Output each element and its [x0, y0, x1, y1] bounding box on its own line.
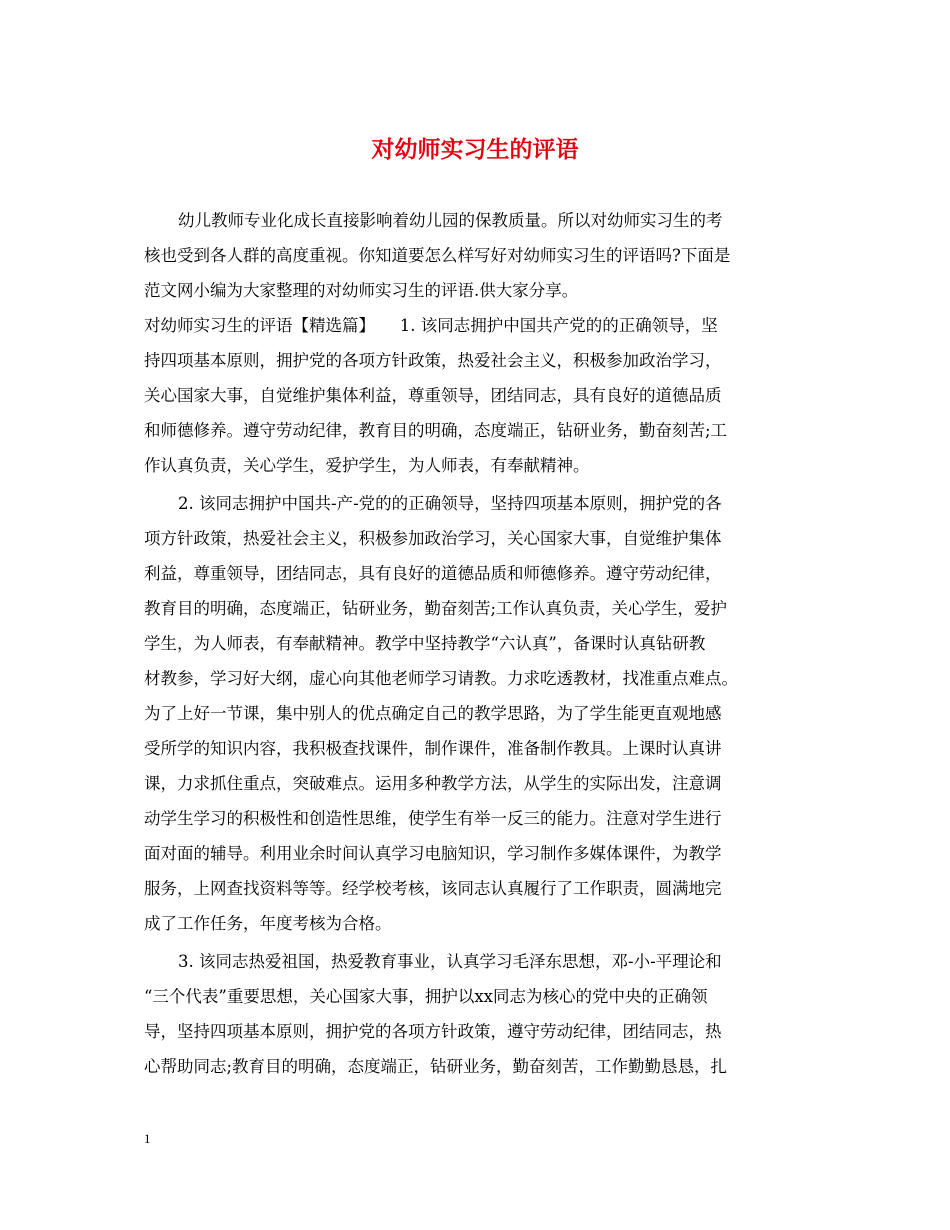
body-line: “三个代表”重要思想，关心国家大事，拥护以xx同志为核心的党中央的正确领: [144, 987, 708, 1006]
page-number: 1: [144, 1131, 151, 1146]
body-line: 项方针政策，热爱社会主义，积极参加政治学习，关心国家大事，自觉维护集体: [144, 529, 722, 548]
body-line: 面对面的辅导。利用业余时间认真学习电脑知识，学习制作多媒体课件，为教学: [144, 844, 722, 863]
body-line: 为了上好一节课，集中别人的优点确定自己的教学思路，为了学生能更直观地感: [144, 704, 722, 723]
body-line: 学生，为人师表，有奉献精神。教学中坚持教学“六认真”，备课时认真钻研教: [144, 634, 706, 653]
body-line: 范文网小编为大家整理的对幼师实习生的评语.供大家分享。: [144, 281, 579, 300]
body-line: 材教参，学习好大纲，虚心向其他老师学习请教。力求吃透教材，找准重点难点。: [144, 669, 738, 688]
body-line: 心帮助同志;教育目的明确，态度端正，钻研业务，勤奋刻苦，工作勤勤恳恳，扎: [144, 1057, 728, 1076]
body-line: 教育目的明确，态度端正，钻研业务，勤奋刻苦;工作认真负责，关心学生，爱护: [144, 599, 728, 618]
body-line: 对幼师实习生的评语【精选篇】 1. 该同志拥护中国共产党的的正确领导，坚: [144, 316, 718, 335]
body-line: 作认真负责，关心学生，爱护学生，为人师表，有奉献精神。: [144, 456, 590, 475]
body-line: 利益，尊重领导，团结同志，具有良好的道德品质和师德修养。遵守劳动纪律，: [144, 564, 722, 583]
body-line: 动学生学习的积极性和创造性思维，使学生有举一反三的能力。注意对学生进行: [144, 809, 722, 828]
document-title: 对幼师实习生的评语: [371, 136, 579, 163]
body-line: 2. 该同志拥护中国共-产-党的的正确领导，坚持四项基本原则，拥护党的各: [178, 494, 722, 513]
body-line: 受所学的知识内容，我积极查找课件，制作课件，准备制作教具。上课时认真讲: [144, 739, 722, 758]
body-line: 持四项基本原则，拥护党的各项方针政策，热爱社会主义，积极参加政治学习，: [144, 351, 722, 370]
body-line: 关心国家大事，自觉维护集体利益，尊重领导，团结同志，具有良好的道德品质: [144, 386, 722, 405]
body-line: 导，坚持四项基本原则，拥护党的各项方针政策，遵守劳动纪律，团结同志，热: [144, 1022, 722, 1041]
body-line: 服务，上网查找资料等等。经学校考核，该同志认真履行了工作职责，圆满地完: [144, 879, 722, 898]
body-line: 核也受到各人群的高度重视。你知道要怎么样写好对幼师实习生的评语吗?下面是: [144, 246, 731, 265]
body-line: 幼儿教师专业化成长直接影响着幼儿园的保教质量。所以对幼师实习生的考: [178, 211, 723, 230]
body-line: 成了工作任务，年度考核为合格。: [144, 914, 392, 933]
body-line: 和师德修养。遵守劳动纪律，教育目的明确，态度端正，钻研业务，勤奋刻苦;工: [144, 421, 728, 440]
body-line: 3. 该同志热爱祖国，热爱教育事业，认真学习毛泽东思想，邓-小-平理论和: [178, 952, 722, 971]
body-line: 课，力求抓住重点，突破难点。运用多种教学方法，从学生的实际出发，注意调: [144, 774, 722, 793]
